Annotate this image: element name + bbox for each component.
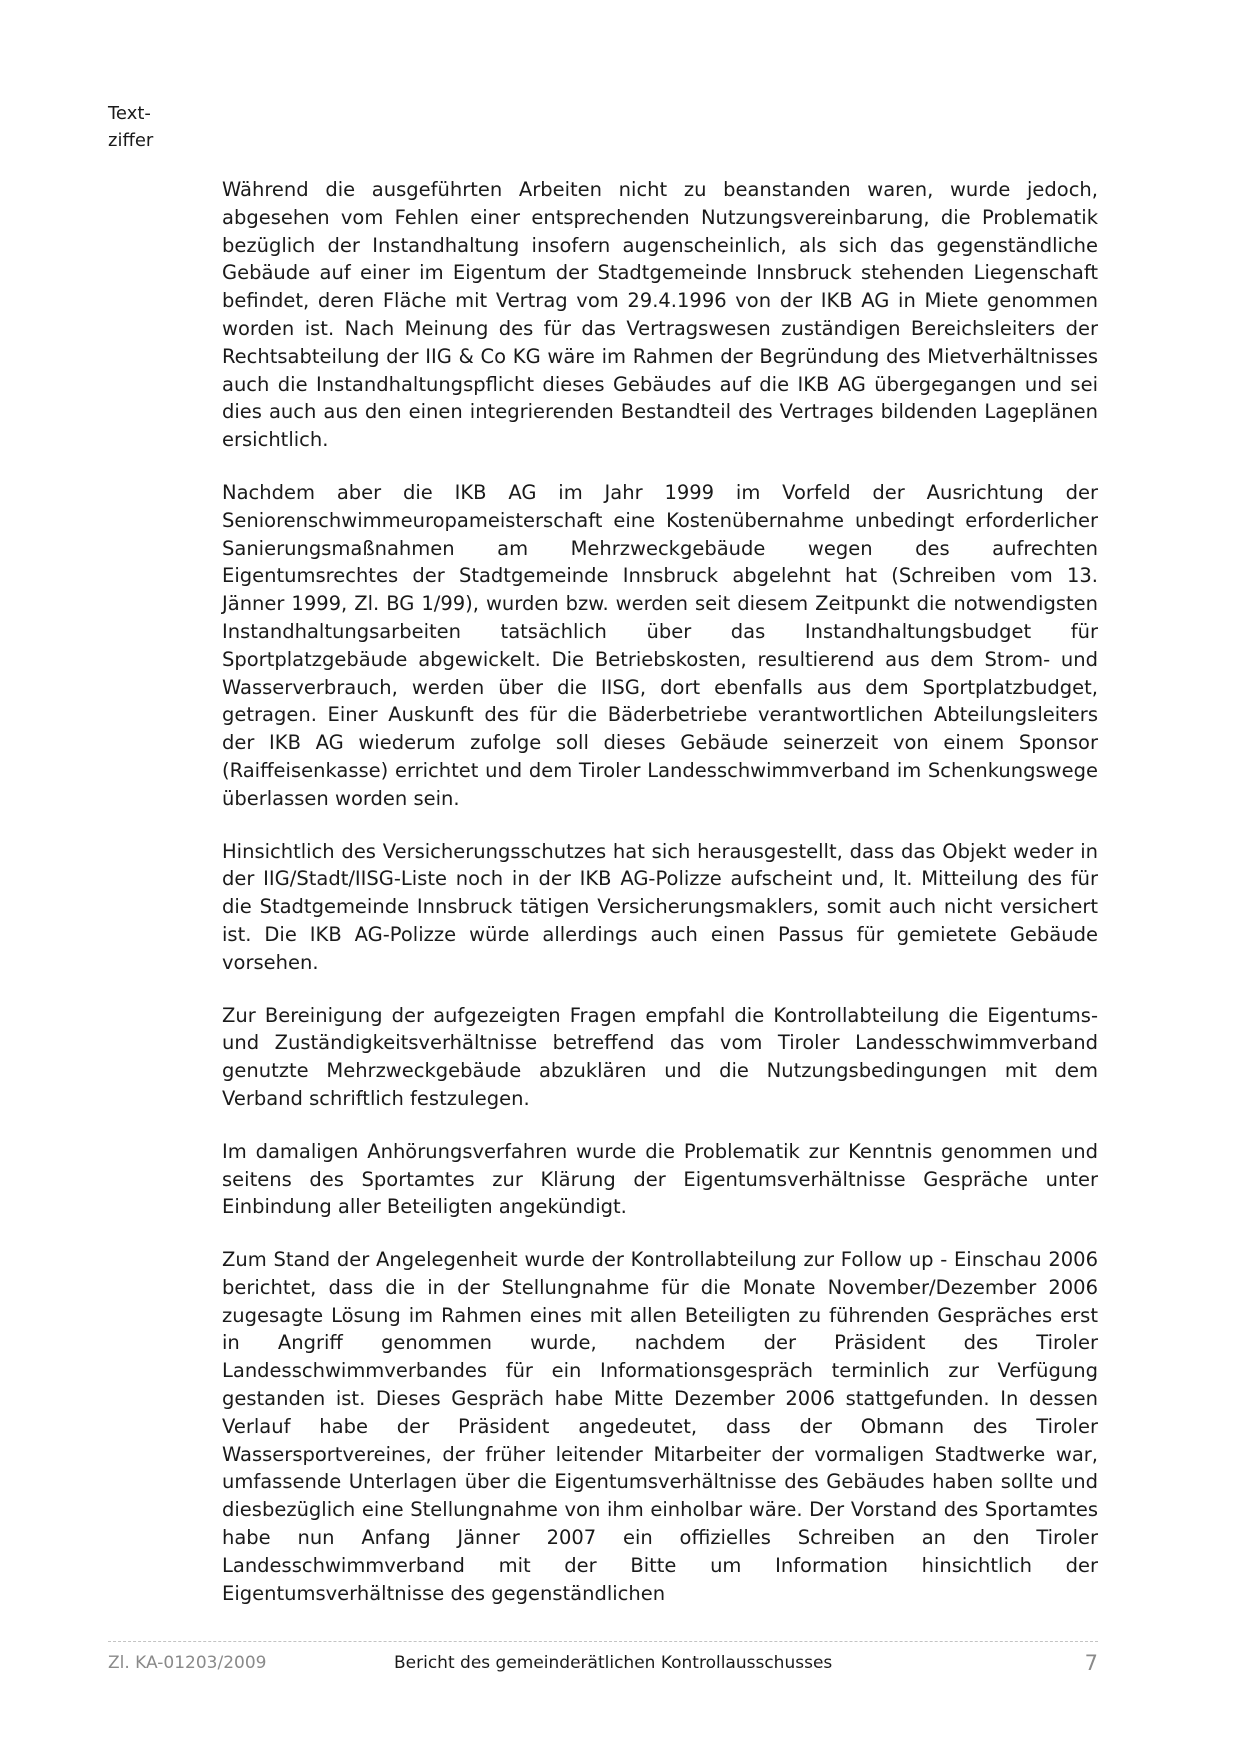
paragraph-ikb-cost-refusal: Nachdem aber die IKB AG im Jahr 1999 im Vorfeld der Ausrichtung der Seniorenschwimmeuropameisterschaft eine Kostenübernahme unbedingt erforderlicher Sanierungsmaßnahmen am Mehrzweckgebäude wegen des aufrechten Eigentumsrechtes der Stadtgemeinde Innsbruck abgelehnt hat (Schreiben vom 13. Jänner 1999, Zl. BG 1/99), wurden bzw. werden seit diesem Zeitpunkt die notwendigsten Instandhaltungsarbeiten tatsächlich über das Instandhaltungsbudget für Sportplatzgebäude abgewickelt. Die Betriebskosten, resultierend aus dem Strom- und Wasserverbrauch, werden über die IISG, dort ebenfalls aus dem Sportplatzbudget, getragen. Einer Auskunft des für die Bäderbetriebe verantwortlichen Abteilungsleiters der IKB AG wiederum zufolge soll dieses Gebäude seinerzeit von einem Sponsor (Raiffeisenkasse) errichtet und dem Tiroler Landesschwimmverband im Schenkungswege überlassen worden sein. bbox=[222, 480, 1098, 810]
footer-divider bbox=[108, 1641, 1098, 1642]
margin-label-textziffer bbox=[108, 100, 153, 154]
margin-label-line-1: Text- bbox=[108, 103, 151, 124]
paragraph-insurance: Hinsichtlich des Versicherungsschutzes hat sich herausgestellt, dass das Objekt weder in der IIG/Stadt/IISG-Liste noch in der IKB AG-Polizze aufscheint und, lt. Mitteilung des für die Stadtgemeinde Innsbruck tätigen Versicherungsmaklers, somit auch nicht versichert ist. Die IKB AG-Polizze würde allerdings auch einen Passus für gemietete Gebäude vorsehen. bbox=[222, 839, 1098, 974]
paragraph-follow-up-status: Zum Stand der Angelegenheit wurde der Kontrollabteilung zur Follow up - Einschau 2006 berichtet, dass die in der Stellungnahme für die Monate November/Dezember 2006 zugesagte Lösung im Rahmen eines mit allen Beteiligten zu führenden Gespräches erst in Angriff genommen wurde, nachdem der Präsident des Tiroler Landesschwimmverbandes für ein Informationsgespräch terminlich zur Verfügung gestanden ist. Dieses Gespräch habe Mitte Dezember 2006 stattgefunden. In dessen Verlauf habe der Präsident angedeutet, dass der Obmann des Tiroler Wassersportvereines, der früher leitender Mitarbeiter der vormaligen Stadtwerke war, umfassende Unterlagen über die Eigentumsverhältnisse des Gebäudes haben sollte und diesbezüglich eine Stellungnahme von ihm einholbar wäre. Der Vorstand des Sportamtes habe nun Anfang Jänner 2007 ein offizielles Schreiben an den Tiroler Landesschwimmverband mit der Bitte um Information hinsichtlich der Eigentumsverhältnisse des gegenständlichen bbox=[222, 1248, 1098, 1605]
margin-label-line-2: ziffer bbox=[108, 130, 154, 151]
report-body bbox=[222, 176, 1098, 1632]
paragraph-recommendation: Zur Bereinigung der aufgezeigten Fragen empfahl die Kontrollabteilung die Eigentums- und Zuständigkeitsverhältnisse betreffend das vom Tiroler Landesschwimmverband genutzte Mehrzweckgebäude abzuklären und die Nutzungsbedingungen mit dem Verband schriftlich festzulegen. bbox=[222, 1003, 1098, 1110]
page-footer bbox=[108, 1649, 1098, 1677]
page-number: 7 bbox=[1084, 1651, 1098, 1675]
footer-reference: Zl. KA-01203/2009 bbox=[108, 1653, 267, 1673]
footer-title: Bericht des gemeinderätlichen Kontrollausschusses bbox=[394, 1653, 833, 1673]
paragraph-hearing-procedure: Im damaligen Anhörungsverfahren wurde die Problematik zur Kenntnis genommen und seitens des Sportamtes zur Klärung der Eigentumsverhältnisse Gespräche unter Einbindung aller Beteiligten angekündigt. bbox=[222, 1139, 1098, 1219]
paragraph-maintenance-issue: Während die ausgeführten Arbeiten nicht zu beanstanden waren, wurde jedoch, abgesehen vom Fehlen einer entsprechenden Nutzungsvereinbarung, die Problematik bezüglich der Instandhaltung insofern augenscheinlich, als sich das gegenständliche Gebäude auf einer im Eigentum der Stadtgemeinde Innsbruck stehenden Liegenschaft befindet, deren Fläche mit Vertrag vom 29.4.1996 von der IKB AG in Miete genommen worden ist. Nach Meinung des für das Vertragswesen zuständigen Bereichsleiters der Rechtsabteilung der IIG & Co KG wäre im Rahmen der Begründung des Mietverhältnisses auch die Instandhaltungspflicht dieses Gebäudes auf die IKB AG übergegangen und sei dies auch aus den einen integrierenden Bestandteil des Vertrages bildenden Lageplänen ersichtlich. bbox=[222, 178, 1098, 452]
